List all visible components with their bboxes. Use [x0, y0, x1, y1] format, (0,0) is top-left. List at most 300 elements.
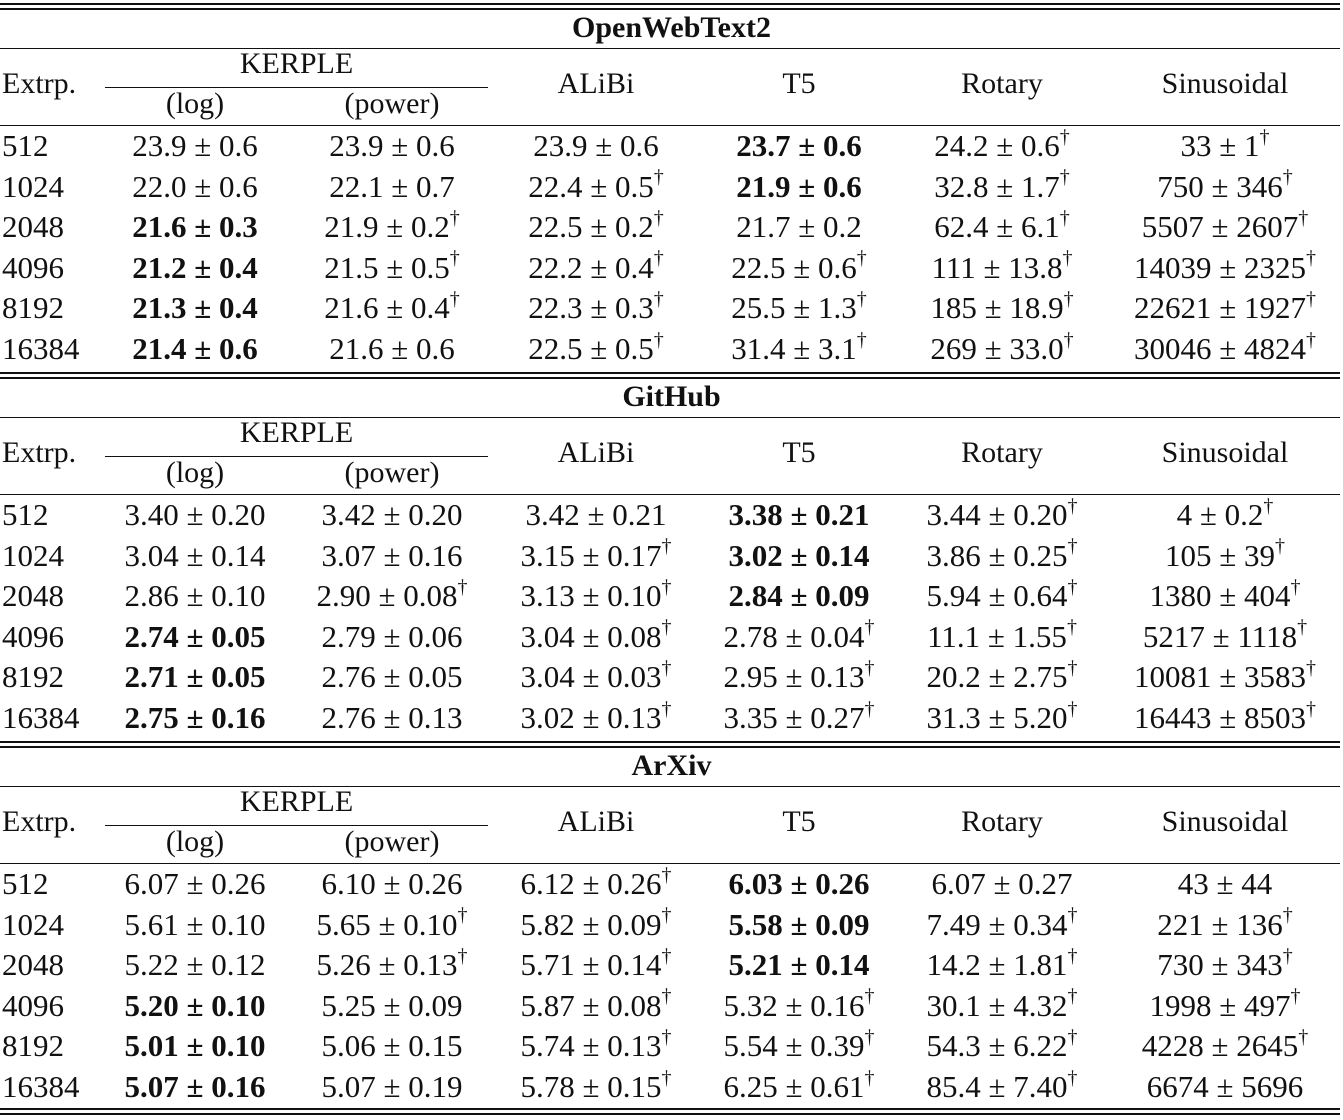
dagger-mark: †	[856, 247, 867, 270]
value-text: 23.9 ± 0.6	[533, 128, 659, 163]
table-row	[0, 576, 1343, 616]
dagger-mark: †	[457, 575, 468, 598]
value-cell	[496, 576, 696, 616]
value-text: 3.13 ± 0.10	[520, 578, 662, 614]
dagger-mark: †	[1063, 288, 1074, 311]
table-row	[0, 657, 1343, 697]
dagger-mark: †	[661, 535, 672, 558]
value-cell	[100, 576, 290, 616]
value-text: 5.25 ± 0.09	[321, 987, 463, 1023]
value-cell	[699, 495, 899, 535]
value-cell	[297, 864, 487, 904]
dagger-mark: †	[1067, 1066, 1078, 1089]
header-kerple-log: (log)	[165, 87, 225, 120]
value-text: 43 ± 44	[1177, 866, 1273, 901]
value-cell	[699, 1067, 899, 1107]
value-cell	[297, 1067, 487, 1107]
value-text: 3.44 ± 0.20	[926, 497, 1068, 532]
value-cell	[1105, 288, 1343, 328]
value-text: 6.25 ± 0.61	[723, 1069, 865, 1104]
value-cell	[297, 248, 487, 288]
value-text: 6.03 ± 0.26	[728, 866, 870, 901]
header-kerple: KERPLE	[239, 785, 354, 818]
value-cell	[297, 657, 487, 697]
value-text: 3.04 ± 0.08	[520, 618, 662, 654]
value-cell	[699, 617, 899, 657]
value-cell	[699, 329, 899, 369]
value-cell	[496, 1026, 696, 1066]
header-sinusoidal: Sinusoidal	[1161, 805, 1289, 838]
table-row	[0, 945, 1343, 985]
value-text: 21.6 ± 0.6	[329, 331, 455, 366]
value-text: 3.38 ± 0.21	[728, 497, 870, 532]
value-cell	[699, 945, 899, 985]
value-text: 5.87 ± 0.08	[520, 987, 662, 1023]
value-cell	[297, 576, 487, 616]
header-t5: T5	[782, 436, 816, 469]
header-extrp: Extrp.	[2, 436, 77, 469]
value-cell	[902, 329, 1102, 369]
value-cell	[1105, 167, 1343, 207]
value-cell	[1105, 986, 1343, 1026]
dagger-mark: †	[1259, 125, 1270, 148]
value-text: 22.4 ± 0.5	[528, 168, 654, 204]
value-text: 21.5 ± 0.5	[324, 249, 450, 285]
value-cell	[100, 864, 290, 904]
dagger-mark: †	[449, 247, 460, 270]
value-cell	[100, 536, 290, 576]
value-cell	[902, 986, 1102, 1026]
dagger-mark: †	[1067, 904, 1078, 927]
value-text: 20.2 ± 2.75	[926, 659, 1068, 695]
value-text: 3.04 ± 0.14	[124, 537, 266, 573]
dagger-mark: †	[457, 904, 468, 927]
section-title: GitHub	[622, 380, 721, 413]
value-text: 2.74 ± 0.05	[124, 618, 266, 654]
section-rule-1	[0, 372, 1340, 374]
value-cell	[699, 986, 899, 1026]
value-text: 3.42 ± 0.20	[321, 497, 463, 532]
dagger-mark: †	[653, 288, 664, 311]
dagger-mark: †	[1282, 904, 1293, 927]
value-text: 5.26 ± 0.13	[316, 947, 458, 983]
value-cell	[100, 657, 290, 697]
header-t5: T5	[782, 805, 816, 838]
value-text: 62.4 ± 6.1	[934, 209, 1060, 245]
value-cell	[1105, 945, 1343, 985]
value-cell	[496, 657, 696, 697]
value-cell	[902, 905, 1102, 945]
dagger-mark: †	[1282, 944, 1293, 967]
value-text: 2.76 ± 0.13	[321, 700, 463, 735]
header-extrp: Extrp.	[2, 67, 77, 100]
header-rotary: Rotary	[961, 67, 1043, 100]
value-text: 5217 ± 1118	[1142, 618, 1298, 654]
value-text: 33 ± 1	[1180, 128, 1260, 163]
value-text: 2.76 ± 0.05	[321, 659, 463, 695]
value-cell	[902, 288, 1102, 328]
section-rule-1	[0, 741, 1340, 743]
value-text: 31.4 ± 3.1	[731, 331, 857, 366]
extrp-cell: 16384	[2, 1069, 80, 1104]
value-cell	[902, 576, 1102, 616]
extrp-cell: 4096	[2, 987, 64, 1023]
dagger-mark: †	[457, 944, 468, 967]
dagger-mark: †	[1290, 985, 1301, 1008]
extrp-cell: 8192	[2, 1028, 64, 1064]
value-cell	[297, 1026, 487, 1066]
value-text: 5.06 ± 0.15	[321, 1028, 463, 1064]
value-cell	[699, 288, 899, 328]
table-row	[0, 1067, 1343, 1107]
dagger-mark: †	[1306, 328, 1316, 351]
table-row	[0, 207, 1343, 247]
header-rotary: Rotary	[961, 436, 1043, 469]
dagger-mark: †	[661, 904, 672, 927]
header-kerple-log: (log)	[165, 456, 225, 489]
dagger-mark: †	[661, 985, 672, 1008]
dagger-mark: †	[1059, 125, 1070, 148]
dagger-mark: †	[1067, 494, 1078, 517]
header-alibi: ALiBi	[557, 805, 635, 838]
value-text: 24.2 ± 0.6	[934, 128, 1060, 163]
table-row	[0, 248, 1343, 288]
dagger-mark: †	[661, 1066, 672, 1089]
value-text: 3.86 ± 0.25	[926, 537, 1068, 573]
dagger-mark: †	[864, 1066, 875, 1089]
extrp-cell: 512	[2, 497, 49, 532]
value-text: 3.07 ± 0.16	[321, 537, 463, 573]
value-cell	[1105, 495, 1343, 535]
value-cell	[100, 1067, 290, 1107]
value-text: 3.35 ± 0.27	[723, 700, 865, 735]
dagger-mark: †	[1067, 535, 1078, 558]
value-text: 30.1 ± 4.32	[926, 987, 1068, 1023]
dagger-mark: †	[1067, 575, 1078, 598]
value-text: 1380 ± 404	[1149, 578, 1291, 614]
value-text: 269 ± 33.0	[930, 331, 1064, 366]
value-text: 21.4 ± 0.6	[132, 331, 258, 366]
value-text: 6.07 ± 0.27	[931, 866, 1073, 901]
value-text: 25.5 ± 1.3	[731, 290, 857, 326]
dagger-mark: †	[1263, 494, 1274, 517]
value-cell	[496, 536, 696, 576]
value-cell	[100, 167, 290, 207]
value-text: 3.02 ± 0.14	[728, 537, 870, 573]
value-text: 105 ± 39	[1164, 537, 1275, 573]
value-cell	[699, 864, 899, 904]
value-text: 2.78 ± 0.04	[723, 618, 865, 654]
value-cell	[496, 905, 696, 945]
value-cell	[100, 248, 290, 288]
table-row	[0, 288, 1343, 328]
value-cell	[1105, 864, 1343, 904]
value-text: 6.12 ± 0.26	[520, 866, 662, 901]
value-text: 3.15 ± 0.17	[520, 537, 662, 573]
dagger-mark: †	[661, 697, 672, 720]
value-text: 22.3 ± 0.3	[528, 290, 654, 326]
dagger-mark: †	[864, 697, 875, 720]
value-cell	[1105, 207, 1343, 247]
value-text: 1998 ± 497	[1149, 987, 1291, 1023]
dagger-mark: †	[864, 985, 875, 1008]
value-text: 6.07 ± 0.26	[124, 866, 266, 901]
value-cell	[902, 248, 1102, 288]
value-cell	[902, 1067, 1102, 1107]
value-text: 22.2 ± 0.4	[528, 249, 654, 285]
dagger-mark: †	[1066, 616, 1077, 639]
header-kerple-power: (power)	[344, 87, 440, 120]
value-text: 5507 ± 2607	[1141, 209, 1299, 245]
dagger-mark: †	[1059, 166, 1070, 189]
value-cell	[496, 945, 696, 985]
value-cell	[297, 167, 487, 207]
value-text: 5.78 ± 0.15	[520, 1069, 662, 1104]
top-rule-1	[0, 3, 1340, 5]
header-kerple: KERPLE	[239, 416, 354, 449]
value-cell	[100, 207, 290, 247]
value-cell	[496, 864, 696, 904]
value-text: 4 ± 0.2	[1176, 497, 1264, 532]
dagger-mark: †	[1306, 657, 1316, 680]
value-text: 21.2 ± 0.4	[132, 249, 258, 285]
value-text: 30046 ± 4824	[1133, 331, 1306, 366]
table-row	[0, 536, 1343, 576]
value-text: 21.9 ± 0.2	[324, 209, 450, 245]
header-alibi: ALiBi	[557, 436, 635, 469]
dagger-mark: †	[1067, 1026, 1078, 1049]
value-cell	[902, 617, 1102, 657]
extrp-cell: 16384	[2, 700, 80, 735]
value-cell	[297, 329, 487, 369]
value-cell	[297, 698, 487, 738]
dagger-mark: †	[1298, 1026, 1309, 1049]
value-text: 5.21 ± 0.14	[728, 947, 870, 983]
value-text: 54.3 ± 6.22	[926, 1028, 1068, 1064]
value-text: 22.5 ± 0.5	[528, 331, 654, 366]
header-sinusoidal: Sinusoidal	[1161, 436, 1289, 469]
value-text: 5.58 ± 0.09	[728, 906, 870, 942]
extrp-cell: 512	[2, 866, 49, 901]
value-cell	[902, 1026, 1102, 1066]
dagger-mark: †	[1290, 575, 1301, 598]
header-extrp: Extrp.	[2, 805, 77, 838]
section-github	[0, 377, 1343, 746]
value-cell	[699, 698, 899, 738]
extrp-cell: 1024	[2, 537, 64, 573]
value-text: 5.01 ± 0.10	[124, 1028, 266, 1064]
value-text: 5.20 ± 0.10	[124, 987, 266, 1023]
section-title: OpenWebText2	[572, 11, 771, 44]
dagger-mark: †	[1067, 657, 1078, 680]
value-cell	[297, 207, 487, 247]
table-row	[0, 329, 1343, 369]
dagger-mark: †	[661, 575, 672, 598]
value-text: 32.8 ± 1.7	[934, 168, 1060, 204]
dagger-mark: †	[449, 206, 460, 229]
table-row	[0, 986, 1343, 1026]
value-cell	[699, 126, 899, 166]
value-cell	[699, 657, 899, 697]
value-cell	[496, 986, 696, 1026]
value-cell	[297, 536, 487, 576]
value-text: 6674 ± 5696	[1146, 1069, 1304, 1104]
value-text: 3.42 ± 0.21	[525, 497, 667, 532]
header-kerple-power: (power)	[344, 456, 440, 489]
value-cell	[297, 905, 487, 945]
dagger-mark: †	[661, 616, 672, 639]
value-text: 5.54 ± 0.39	[723, 1028, 865, 1064]
value-cell	[699, 576, 899, 616]
value-text: 4228 ± 2645	[1141, 1028, 1299, 1064]
value-cell	[1105, 657, 1343, 697]
value-text: 3.40 ± 0.20	[124, 497, 266, 532]
value-text: 3.04 ± 0.03	[520, 659, 662, 695]
dagger-mark: †	[449, 288, 460, 311]
dagger-mark: †	[1062, 247, 1073, 270]
value-cell	[496, 329, 696, 369]
value-cell	[496, 248, 696, 288]
value-cell	[496, 495, 696, 535]
value-cell	[496, 1067, 696, 1107]
value-text: 23.9 ± 0.6	[329, 128, 455, 163]
dagger-mark: †	[661, 657, 672, 680]
dagger-mark: †	[1059, 206, 1070, 229]
value-text: 221 ± 136	[1157, 906, 1283, 942]
header-kerple: KERPLE	[239, 47, 354, 80]
dagger-mark: †	[661, 863, 672, 886]
extrp-cell: 4096	[2, 618, 64, 654]
value-text: 750 ± 346	[1157, 168, 1283, 204]
extrp-cell: 2048	[2, 209, 64, 245]
dagger-mark: †	[1063, 328, 1074, 351]
dagger-mark: †	[653, 247, 664, 270]
extrp-cell: 512	[2, 128, 49, 163]
value-text: 7.49 ± 0.34	[926, 906, 1068, 942]
dagger-mark: †	[1306, 288, 1316, 311]
value-cell	[496, 617, 696, 657]
dagger-mark: †	[653, 328, 664, 351]
value-cell	[902, 126, 1102, 166]
value-cell	[297, 495, 487, 535]
value-text: 85.4 ± 7.40	[926, 1069, 1068, 1104]
value-text: 2.90 ± 0.08	[316, 578, 458, 614]
value-text: 111 ± 13.8	[931, 249, 1063, 285]
value-text: 22.5 ± 0.6	[731, 249, 857, 285]
value-text: 21.6 ± 0.4	[324, 290, 450, 326]
value-text: 16443 ± 8503	[1133, 700, 1306, 735]
value-text: 23.9 ± 0.6	[132, 128, 258, 163]
dagger-mark: †	[1067, 697, 1078, 720]
value-text: 5.82 ± 0.09	[520, 906, 662, 942]
extrp-cell: 1024	[2, 906, 64, 942]
value-cell	[699, 536, 899, 576]
value-cell	[100, 905, 290, 945]
value-cell	[1105, 698, 1343, 738]
dagger-mark: †	[1297, 616, 1308, 639]
value-cell	[100, 288, 290, 328]
dagger-mark: †	[661, 1026, 672, 1049]
header-sinusoidal: Sinusoidal	[1161, 67, 1289, 100]
value-text: 5.74 ± 0.13	[520, 1028, 662, 1064]
value-text: 14.2 ± 1.81	[926, 947, 1068, 983]
header-t5: T5	[782, 67, 816, 100]
table-row	[0, 495, 1343, 535]
value-text: 3.02 ± 0.13	[520, 700, 662, 735]
table-row	[0, 698, 1343, 738]
value-cell	[297, 126, 487, 166]
dagger-mark: †	[864, 657, 875, 680]
dagger-mark: †	[653, 166, 664, 189]
dagger-mark: †	[1067, 944, 1078, 967]
table-row	[0, 167, 1343, 207]
dagger-mark: †	[1282, 166, 1293, 189]
dagger-mark: †	[856, 328, 867, 351]
value-cell	[1105, 617, 1343, 657]
value-text: 2.84 ± 0.09	[728, 578, 870, 614]
value-cell	[699, 207, 899, 247]
table-row	[0, 126, 1343, 166]
table-row	[0, 864, 1343, 904]
value-text: 22.0 ± 0.6	[132, 168, 258, 204]
extrp-cell: 8192	[2, 659, 64, 695]
value-text: 730 ± 343	[1157, 947, 1283, 983]
value-cell	[1105, 126, 1343, 166]
value-text: 22.1 ± 0.7	[329, 168, 455, 204]
extrp-cell: 4096	[2, 249, 64, 285]
value-text: 14039 ± 2325	[1133, 249, 1306, 285]
value-text: 5.61 ± 0.10	[124, 906, 266, 942]
value-text: 5.22 ± 0.12	[124, 947, 266, 983]
dagger-mark: †	[1306, 247, 1316, 270]
header-kerple-power: (power)	[344, 825, 440, 858]
value-cell	[1105, 1067, 1343, 1107]
extrp-cell: 1024	[2, 168, 64, 204]
value-cell	[297, 945, 487, 985]
value-text: 5.32 ± 0.16	[723, 987, 865, 1023]
value-cell	[100, 986, 290, 1026]
table-row	[0, 617, 1343, 657]
dagger-mark: †	[1298, 206, 1309, 229]
value-text: 21.9 ± 0.6	[736, 168, 862, 204]
value-cell	[902, 536, 1102, 576]
value-text: 2.75 ± 0.16	[124, 700, 266, 735]
value-text: 21.3 ± 0.4	[132, 290, 258, 326]
value-cell	[100, 617, 290, 657]
value-cell	[699, 167, 899, 207]
dagger-mark: †	[1306, 697, 1316, 720]
value-cell	[1105, 576, 1343, 616]
value-cell	[496, 288, 696, 328]
value-cell	[902, 167, 1102, 207]
value-cell	[902, 698, 1102, 738]
value-cell	[1105, 536, 1343, 576]
dagger-mark: †	[653, 206, 664, 229]
value-cell	[100, 1026, 290, 1066]
value-cell	[297, 986, 487, 1026]
dagger-mark: †	[661, 944, 672, 967]
value-text: 6.10 ± 0.26	[321, 866, 463, 901]
section-title: ArXiv	[631, 749, 712, 782]
value-text: 5.07 ± 0.19	[321, 1069, 463, 1104]
value-text: 2.95 ± 0.13	[723, 659, 865, 695]
extrp-cell: 2048	[2, 947, 64, 983]
value-text: 22.5 ± 0.2	[528, 209, 654, 245]
value-cell	[1105, 248, 1343, 288]
value-cell	[902, 864, 1102, 904]
value-cell	[699, 1026, 899, 1066]
value-text: 22621 ± 1927	[1133, 290, 1306, 326]
